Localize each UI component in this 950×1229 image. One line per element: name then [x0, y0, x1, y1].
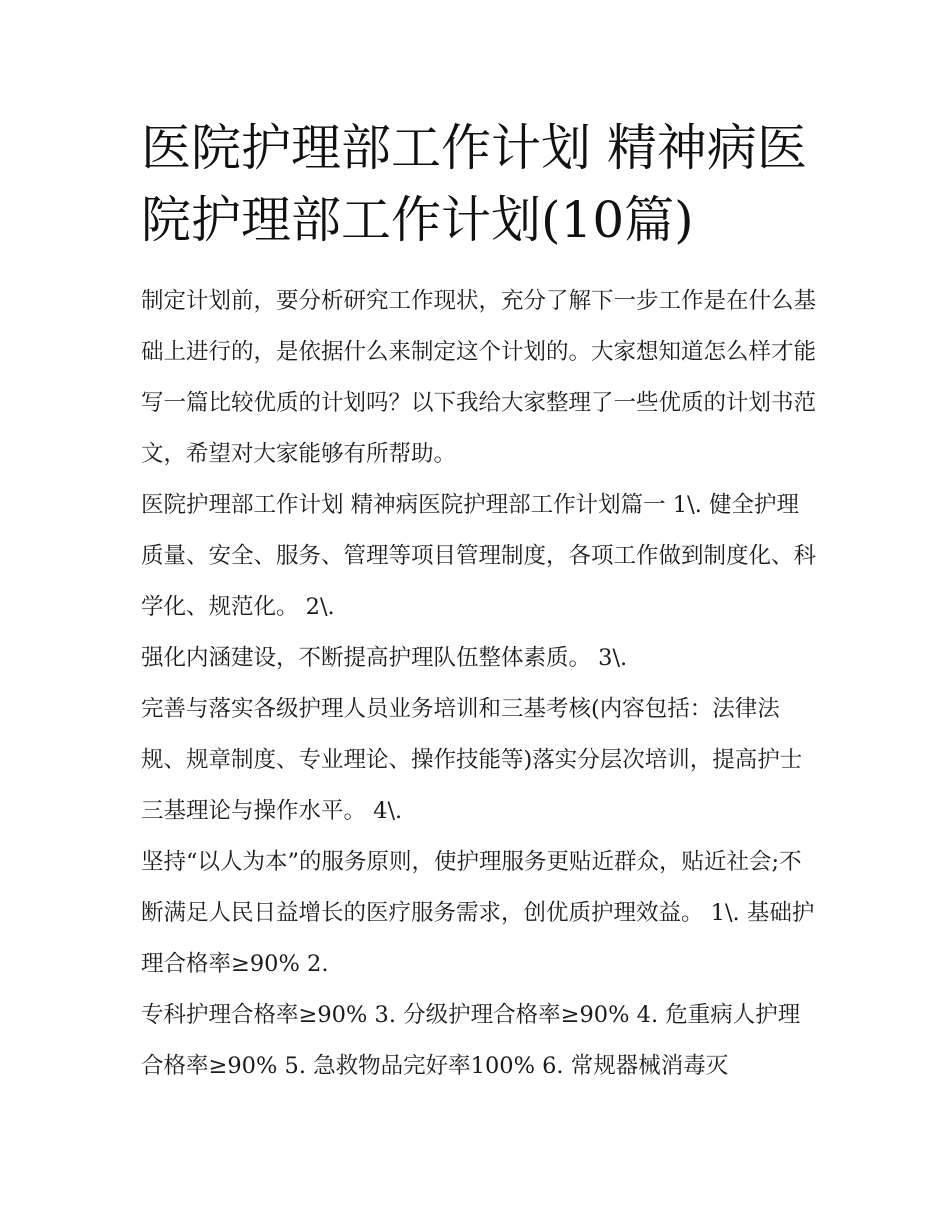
paragraph-item-1: 医院护理部工作计划 精神病医院护理部工作计划篇一 1\. 健全护理质量、安全、服务、管理等项目管理制度，各项工作做到制度化、科学化、规范化。 2\.: [141, 492, 817, 620]
document-content: [141, 112, 821, 1092]
paragraph-item-3: 完善与落实各级护理人员业务培训和三基考核(内容包括：法律法规、规章制度、专业理论、操作技能等)落实分层次培训，提高护士三基理论与操作水平。 4\.: [141, 696, 803, 824]
document-title: 医院护理部工作计划 精神病医院护理部工作计划(10篇): [141, 119, 807, 249]
document-body: [141, 276, 821, 1092]
paragraph-item-4: 坚持“以人为本”的服务原则，使护理服务更贴近群众，贴近社会;不断满足人民日益增长的医疗服务需求，创优质护理效益。 1\. 基础护理合格率≥90% 2.: [141, 849, 815, 977]
paragraph-intro: 制定计划前，要分析研究工作现状，充分了解下一步工作是在什么基础上进行的，是依据什么来制定这个计划的。大家想知道怎么样才能写一篇比较优质的计划吗？以下我给大家整理了一些优质的计划书范文，希望对大家能够有所帮助。: [141, 288, 817, 467]
paragraph-targets: 专科护理合格率≥90% 3. 分级护理合格率≥90% 4. 危重病人护理合格率≥90% 5. 急救物品完好率100% 6. 常规器械消毒灭: [141, 1002, 801, 1079]
paragraph-item-2: 强化内涵建设，不断提高护理队伍整体素质。 3\.: [141, 645, 628, 671]
